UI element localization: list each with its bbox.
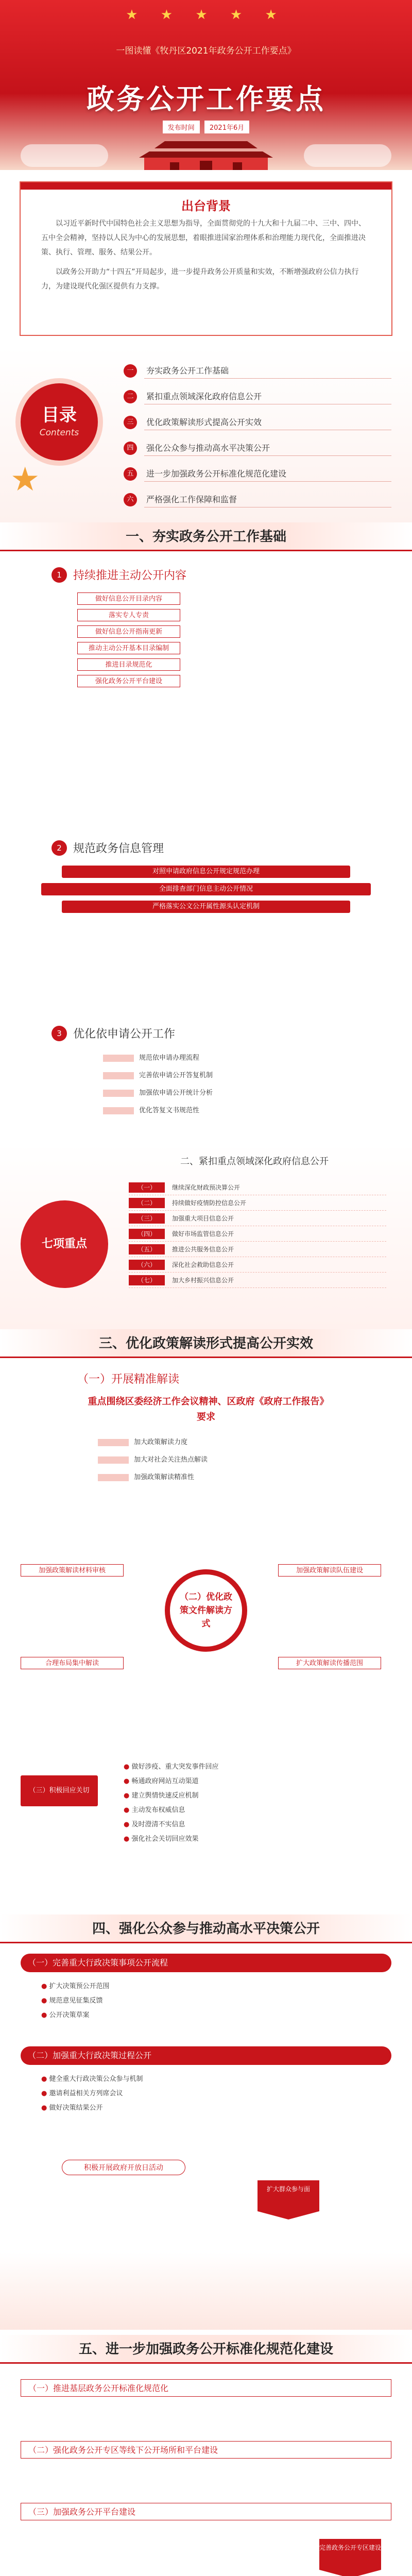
section-title: 五、进一步加强政务公开标准化规范化建设	[78, 2342, 333, 2357]
intro-paragraph: 以习近平新时代中国特色社会主义思想为指导，全面贯彻党的十九大和十九届二中、三中、四中、五中全会精神，坚持以人民为中心的发展思想，着眼推进国家治理体系和治理能力现代化，全面推进决策、执行、管理、服务、结果公开。	[41, 219, 366, 257]
star-icon: ★	[10, 461, 40, 499]
section-2	[0, 1144, 412, 1329]
bar-marker	[103, 1107, 134, 1114]
table-row	[129, 1257, 386, 1273]
bullet-item: ● 强化社会关切回应效果	[124, 1832, 360, 1846]
sub-title: 规范政务信息管理	[73, 842, 164, 855]
tag: 加强政策解读材料审核	[21, 1564, 124, 1577]
row-value: 加强重大项目信息公开	[172, 1215, 234, 1222]
star-icons: ★ ★ ★ ★ ★	[126, 7, 286, 23]
list-item	[103, 1069, 213, 1083]
item-text: 加强依申请公开统计分析	[139, 1089, 213, 1097]
section-header	[0, 2335, 412, 2364]
section-header	[0, 522, 412, 551]
toc-label: 严格强化工作保障和监督	[144, 492, 391, 507]
list-item	[98, 1470, 194, 1485]
list-item	[98, 1435, 187, 1450]
content-item: 对照申请政府信息公开规定规范办理	[62, 866, 350, 878]
cloud-decoration	[21, 144, 108, 167]
tag: 加强政策解读队伍建设	[278, 1564, 381, 1577]
row-key: （四）	[129, 1229, 165, 1239]
item-text: 加大对社会关注热点解读	[134, 1456, 208, 1464]
sub-title: 二、紧扣重点领域深化政府信息公开	[180, 1156, 329, 1167]
row-key: （二）	[129, 1198, 165, 1208]
bar-marker	[103, 1072, 134, 1079]
toc-label: 优化政策解读形式提高公开实效	[144, 415, 391, 430]
tiananmen-icon	[134, 134, 278, 170]
bullet-item: ● 邀请利益相关方列席会议	[41, 2087, 143, 2101]
row-key: （六）	[129, 1260, 165, 1270]
item-text: 加大政策解读力度	[134, 1438, 188, 1446]
row-key: （五）	[129, 1244, 165, 1255]
bullet-item: ● 健全重大行政决策公众参与机制	[41, 2072, 143, 2087]
bullet-item: ● 做好涉疫、重大突发事件回应	[124, 1760, 360, 1774]
row-value: 推进公共服务信息公开	[172, 1246, 234, 1253]
bullet-item: ● 做好决策结果公开	[41, 2101, 143, 2115]
sub-title: 持续推进主动公开内容	[73, 569, 187, 582]
section-5	[0, 2364, 412, 2576]
toc-label: 强化公众参与推动高水平决策公开	[144, 440, 391, 456]
lane-list	[41, 2072, 143, 2115]
lane-header: （三）加强政务公开平台建设	[21, 2503, 391, 2520]
section-title: 一、夯实政务公开工作基础	[125, 529, 286, 545]
bar-marker	[98, 1474, 129, 1481]
toc-num: 四	[124, 442, 137, 455]
content-item: 做好信息公开指南更新	[77, 625, 180, 638]
bullet-item: ● 扩大决策预公开范围	[41, 1979, 110, 1994]
sub-num: 3	[52, 1026, 67, 1041]
tag: 合理布局集中解读	[21, 1657, 124, 1669]
row-key: （一）	[129, 1182, 165, 1193]
respond-tag: （三）积极回应关切	[21, 1775, 98, 1806]
table-row	[129, 1180, 386, 1195]
list-item	[103, 1086, 213, 1100]
sub-title: 优化依申请公开工作	[73, 1028, 176, 1041]
subheading	[52, 1025, 175, 1041]
lane-header: （一）完善重大行政决策事项公开流程	[21, 1954, 391, 1972]
toc-num: 三	[124, 416, 137, 429]
list-item	[103, 1104, 199, 1118]
publish-date: 2021年6月	[204, 121, 249, 133]
table-row	[129, 1242, 386, 1257]
tag: 扩大政策解读传播范围	[278, 1657, 381, 1669]
section-3	[0, 1358, 412, 1914]
row-key: （三）	[129, 1213, 165, 1224]
row-value: 继续深化财政预决算公开	[172, 1184, 241, 1191]
content-item: 推进目录规范化	[77, 658, 180, 671]
footer-band	[0, 2252, 412, 2330]
row-key: （七）	[129, 1275, 165, 1285]
section-4	[0, 1943, 412, 2335]
section-header	[0, 1329, 412, 1358]
toc-num: 五	[124, 467, 137, 481]
toc-badge	[21, 383, 98, 461]
key-points-table	[129, 1180, 386, 1288]
highlight-text: 重点围绕区委经济工作会议精神、区政府《政府工作报告》要求	[88, 1396, 324, 1422]
section-1	[0, 551, 412, 1144]
section-title: 三、优化政策解读形式提高公开实效	[98, 1336, 313, 1351]
subheading	[52, 840, 164, 856]
subheading	[52, 567, 186, 583]
intro-title: 出台背景	[181, 199, 231, 213]
row-value: 做好市场监管信息公开	[172, 1230, 234, 1238]
subheading	[180, 1154, 329, 1167]
toc-label: 紧扣重点领域深化政府信息公开	[144, 389, 391, 404]
toc-item[interactable]	[124, 437, 391, 460]
bar-marker	[98, 1456, 129, 1464]
toc-num: 一	[124, 364, 137, 378]
row-value: 深化社会救助信息公开	[172, 1261, 234, 1268]
table-row	[129, 1226, 386, 1242]
bullet-item: ● 建立舆情快速反应机制	[124, 1789, 360, 1803]
bullet-item: ● 及时澄清不实信息	[124, 1818, 360, 1832]
open-day-tag: 积极开展政府开放日活动	[62, 2160, 185, 2175]
center-circle: （二）优化政策文件解读方式	[165, 1569, 247, 1652]
item-text: 加强政策解读精准性	[134, 1473, 195, 1481]
table-row	[129, 1273, 386, 1288]
ribbon-flag: 完善政务公开专区建设	[319, 2539, 381, 2570]
page-title: 政务公开工作要点	[87, 83, 325, 115]
toc-item[interactable]	[124, 385, 391, 408]
list-item	[103, 1051, 199, 1065]
content-item: 全面排查部门信息主动公开情况	[41, 883, 371, 895]
publish-meta	[0, 121, 412, 133]
row-value: 持续做好疫情防控信息公开	[172, 1199, 247, 1207]
toc-item[interactable]	[124, 463, 391, 485]
toc-item[interactable]	[124, 488, 391, 511]
key-points-badge: 七项重点	[21, 1200, 108, 1288]
publish-label: 发布时间	[163, 121, 200, 133]
table-row	[129, 1211, 386, 1226]
hero-banner	[0, 0, 412, 170]
toc-subtitle: Contents	[39, 428, 79, 438]
respond-list	[124, 1760, 360, 1846]
toc-num: 二	[124, 390, 137, 403]
bullet-item: ● 主动发布权威信息	[124, 1803, 360, 1818]
bullet-item: ● 公开决策草案	[41, 2008, 110, 2023]
bar-marker	[98, 1439, 129, 1446]
section-header	[0, 1914, 412, 1943]
lane-header: （二）强化政务公开专区等线下公开场所和平台建设	[21, 2441, 391, 2459]
item-text: 规范依申请办理流程	[139, 1054, 200, 1062]
lane-list	[41, 1979, 110, 2023]
table-row	[129, 1195, 386, 1211]
bullet-item: ● 规范意见征集反馈	[41, 1994, 110, 2008]
background-section	[20, 181, 392, 336]
toc-label: 夯实政务公开工作基础	[144, 363, 391, 379]
content-item: 做好信息公开目录内容	[77, 592, 180, 605]
row-value: 加大乡村振兴信息公开	[172, 1277, 234, 1284]
intro-paragraph: 以政务公开助力“十四五”开局起步，进一步提升政务公开质量和实效，不断增强政府公信力执行力，为建设现代化强区提供有力支撑。	[41, 268, 359, 291]
content-item: 推动主动公开基本目录编制	[77, 642, 180, 654]
toc-item[interactable]	[124, 411, 391, 434]
content-item: 落实专人专责	[77, 609, 180, 621]
toc-num: 六	[124, 493, 137, 506]
bar-marker	[103, 1055, 134, 1062]
sub-num: 1	[52, 567, 67, 583]
section-title: 四、强化公众参与推动高水平决策公开	[92, 1921, 320, 1937]
cloud-decoration	[304, 144, 391, 167]
hero-subtitle: 一图读懂《牧丹区2021年政务公开工作要点》	[116, 46, 296, 56]
bullet-item: ● 畅通政府网站互动渠道	[124, 1774, 360, 1789]
lane-header: （一）推进基层政务公开标准化规范化	[21, 2379, 391, 2397]
toc-list	[124, 360, 391, 514]
toc-item[interactable]	[124, 360, 391, 382]
lane-header: （二）加强重大行政决策过程公开	[21, 2046, 391, 2065]
content-item: 严格落实公文公开属性源头认定机制	[62, 901, 350, 913]
toc-label: 进一步加强政务公开标准化规范化建设	[144, 466, 391, 482]
list-item	[98, 1453, 208, 1467]
ribbon-flag: 扩大群众参与面	[258, 2180, 319, 2211]
toc-title: 目录	[42, 405, 77, 426]
item-text: 优化答复文书规范性	[139, 1107, 200, 1114]
sub-num: 2	[52, 840, 67, 856]
item-text: 完善依申请公开答复机制	[139, 1072, 213, 1079]
content-item: 强化政务公开平台建设	[77, 675, 180, 687]
sub-title: （一）开展精准解读	[77, 1373, 180, 1386]
table-of-contents	[0, 347, 412, 522]
bar-marker	[103, 1090, 134, 1097]
intro-top-bar	[21, 182, 391, 190]
